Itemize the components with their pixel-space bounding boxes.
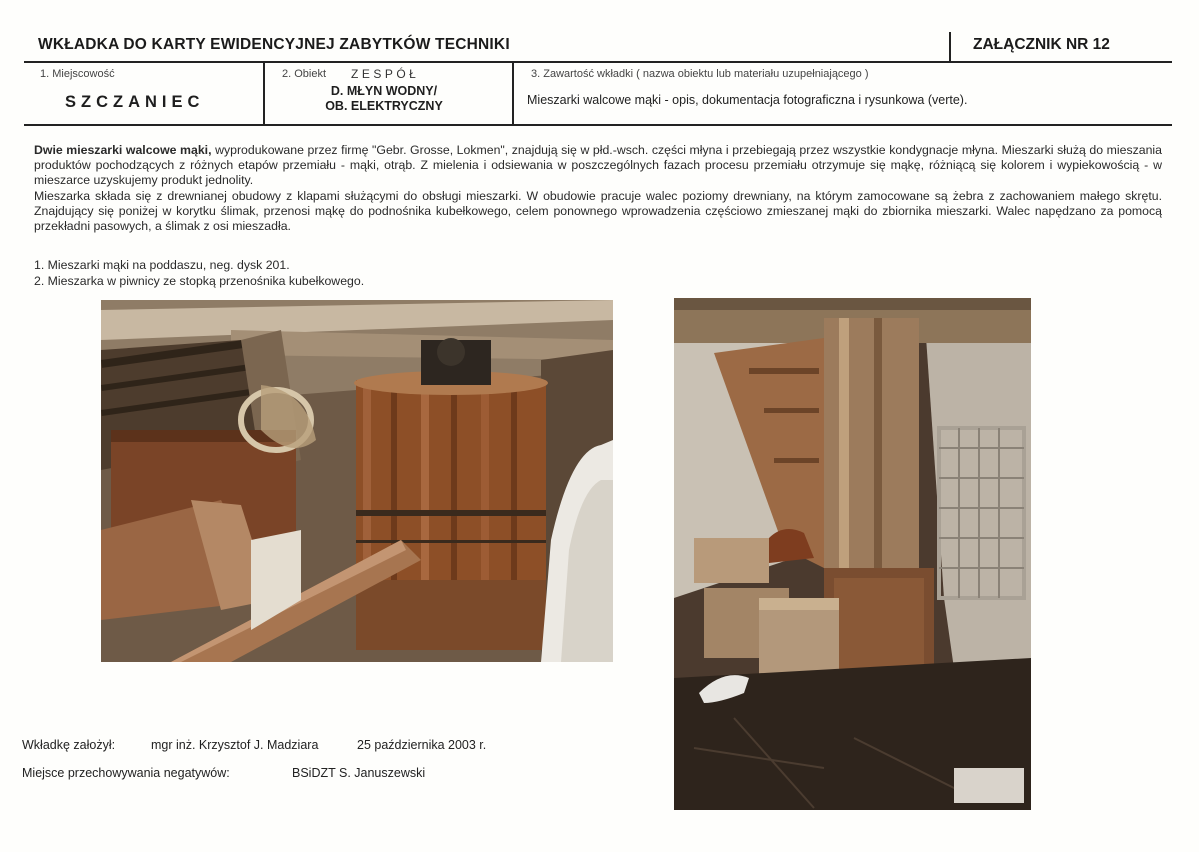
- location-value: SZCZANIEC: [65, 93, 205, 111]
- date-value: 25 października 2003 r.: [357, 738, 487, 752]
- object-name: [298, 84, 470, 114]
- author-value: mgr inż. Krzysztof J. Madziara: [151, 738, 319, 752]
- location-label: 1. Miejscowość: [40, 68, 115, 80]
- table-bottom-border: [24, 124, 1172, 126]
- description-p1-text: wyprodukowane przez firmę "Gebr. Grosse, Lokmen", znajdują się w płd.-wsch. części młyna i przebiegają przez wszystkie kondygnacje młyna. Mieszarki służą do mieszania produktów pochodzących z różnych etapów przemiału - mąki, otrąb. Z mielenia i odsiewania w poszczególnych fazach procesu przemiału otrzymuje się mąkę, różniącą się kolorem i wypiekowością - w mieszarce uzyskujemy produkt jednolity.: [34, 143, 1162, 188]
- description-text: [34, 143, 1162, 234]
- description-lead: Dwie mieszarki walcowe mąki,: [34, 143, 212, 157]
- storage-value: BSiDZT S. Januszewski: [292, 766, 426, 780]
- document-title: WKŁADKA DO KARTY EWIDENCYJNEJ ZABYTKÓW TECHNIKI: [38, 36, 510, 53]
- table-top-border: [24, 61, 1172, 63]
- photo-list: [34, 258, 364, 289]
- annex-number: ZAŁĄCZNIK NR 12: [973, 36, 1110, 53]
- content-value: Mieszarki walcowe mąki - opis, dokumentacja fotograficzna i rysunkowa (verte).: [527, 93, 968, 107]
- content-label: 3. Zawartość wkładki ( nazwa obiektu lub materiału uzupełniającego ): [531, 68, 869, 80]
- object-name-line-1: D. MŁYN WODNY/: [330, 84, 438, 98]
- photo-list-item-2: 2. Mieszarka w piwnicy ze stopką przenośnika kubełkowego.: [34, 273, 365, 288]
- object-label: 2. Obiekt: [282, 68, 327, 80]
- photo-cellar-mixer: [674, 298, 1031, 810]
- table-divider-1: [263, 61, 265, 125]
- photo-list-item-1: 1. Mieszarki mąki na poddaszu, neg. dysk 201.: [34, 258, 290, 272]
- object-name-line-2: OB. ELEKTRYCZNY: [325, 99, 443, 113]
- description-paragraph-2: Mieszarka składa się z drewnianej obudowy z klapami służącymi do obsługi mieszarki. W obudowie pracuje walec poziomy drewniany, na którym zamocowane są żebra z zachowaniem małego skrętu. Znajdujący się poniżej w korytku ślimak, przenosi mąkę do podnośnika kubełkowego, celem ponownego wprowadzenia częściowo zmieszanej mąki do zbiornika mieszarki. Walec napędzano za pomocą przekładni pasowych, a ślimak z osi mieszadła.: [34, 188, 1162, 234]
- header-divider: [949, 32, 951, 62]
- storage-label: Miejsce przechowywania negatywów:: [22, 766, 230, 780]
- object-group: ZESPÓŁ: [351, 67, 420, 81]
- photo-attic-mixer: [101, 300, 613, 662]
- table-divider-2: [512, 61, 514, 125]
- description-paragraph-1: [34, 143, 1162, 189]
- author-label: Wkładkę założył:: [22, 738, 116, 752]
